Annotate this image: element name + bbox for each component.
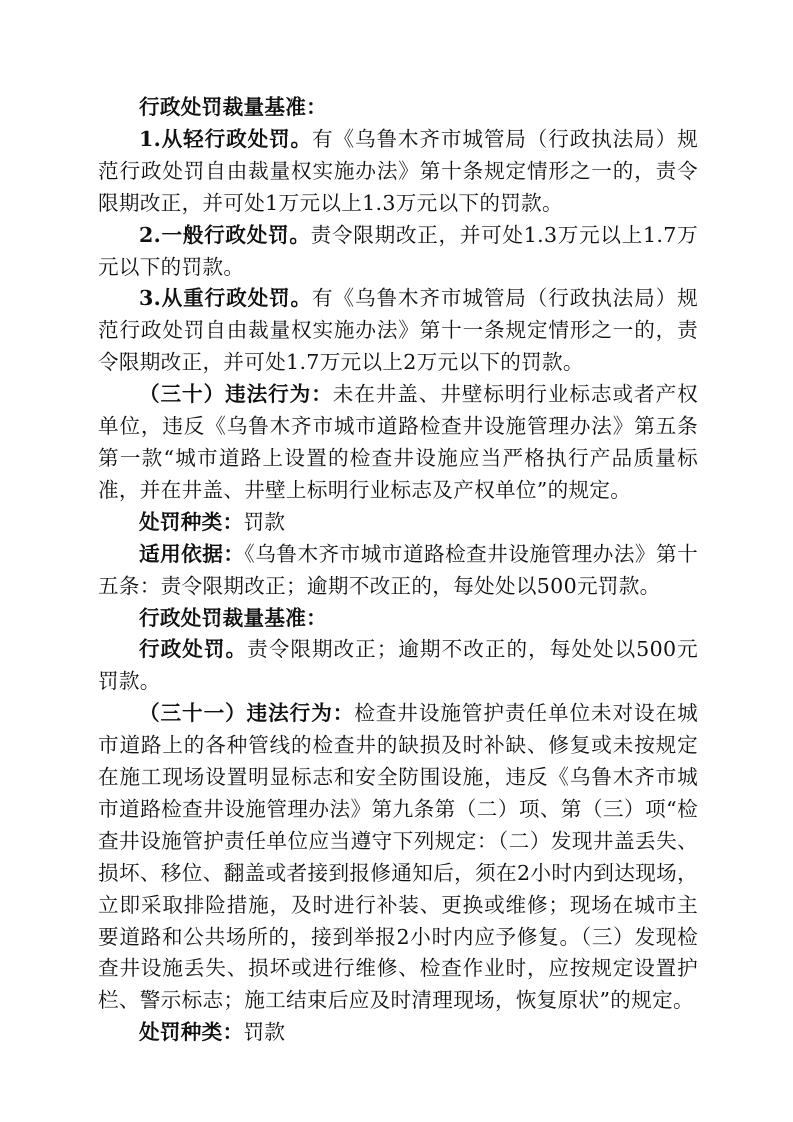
penalty-type-31-text: 罚款: [243, 1020, 286, 1045]
heavy-penalty-text: 有《乌鲁木齐市城管局（行政执法局）规范行政处罚自由裁量权实施办法》第十一条规定情形之一的，责令限期改正，并可处1.7万元以上2万元以下的罚款。: [98, 286, 698, 375]
paragraph-penalty-type-31: [98, 1017, 698, 1049]
paragraph-violation-31: [98, 698, 698, 1017]
paragraph-light-penalty: [98, 124, 698, 220]
heavy-penalty-label: 3.从重行政处罚。: [139, 286, 313, 311]
administrative-penalty-30-label: 行政处罚。: [139, 637, 248, 662]
light-penalty-label: 1.从轻行政处罚。: [139, 126, 313, 151]
light-penalty-text: 有《乌鲁木齐市城管局（行政执法局）规范行政处罚自由裁量权实施办法》第十条规定情形之一的，责令限期改正，并可处1万元以上1.3万元以下的罚款。: [98, 126, 698, 215]
violation-31-label: （三十一）违法行为：: [139, 701, 355, 726]
penalty-benchmark-heading: 行政处罚裁量基准：: [139, 95, 328, 119]
penalty-type-30-label: 处罚种类：: [139, 509, 244, 534]
general-penalty-text: 责令限期改正，并可处1.3万元以上1.7万元以下的罚款。: [98, 222, 698, 279]
violation-31-text: 检查井设施管护责任单位未对设在城市道路上的各种管线的检查井的缺损及时补缺、修复或未按规定在施工现场设置明显标志和安全防围设施，违反《乌鲁木齐市城市道路检查井设施管理办法》第九条第（二）项、第（三）项“检查井设施管护责任单位应当遵守下列规定：（二）发现井盖丢失、损坏、移位、翻盖或者接到报修通知后，须在2小时内到达现场，立即采取排险措施，及时进行补装、更换或维修；现场在城市主要道路和公共场所的，接到举报2小时内应予修复。（三）发现检查井设施丢失、损坏或进行维修、检查作业时，应按规定设置护栏、警示标志；施工结束后应及时清理现场，恢复原状”的规定。: [98, 701, 698, 1013]
administrative-penalty-30-text: 责令限期改正；逾期不改正的，每处处以500元罚款。: [98, 637, 699, 694]
legal-basis-30-label: 适用依据：: [139, 541, 245, 566]
legal-basis-30-text: 《乌鲁木齐市城市道路检查井设施管理办法》第十五条：责令限期改正；逾期不改正的，每处处以500元罚款。: [98, 541, 698, 598]
paragraph-penalty-benchmark-heading-30: [98, 603, 698, 635]
paragraph-penalty-type-30: [98, 507, 698, 539]
general-penalty-label: 2.一般行政处罚。: [139, 222, 311, 247]
violation-30-text: 未在井盖、井壁标明行业标志或者产权单位，违反《乌鲁木齐市城市道路检查井设施管理办法》第五条第一款“城市道路上设置的检查井设施应当严格执行产品质量标准，并在井盖、井壁上标明行业标志及产权单位”的规定。: [98, 382, 698, 502]
paragraph-heavy-penalty: [98, 283, 698, 379]
paragraph-violation-30: [98, 379, 698, 507]
paragraph-penalty-benchmark-heading: [98, 92, 698, 124]
paragraph-legal-basis-30: [98, 539, 698, 603]
violation-30-label: （三十）违法行为：: [139, 382, 333, 407]
penalty-benchmark-heading-30: 行政处罚裁量基准：: [139, 605, 328, 630]
penalty-type-31-label: 处罚种类：: [139, 1020, 244, 1045]
paragraph-administrative-penalty-30: [98, 634, 698, 698]
paragraph-general-penalty: [98, 220, 698, 284]
penalty-type-30-text: 罚款: [243, 509, 286, 534]
document-body: [98, 92, 698, 1049]
